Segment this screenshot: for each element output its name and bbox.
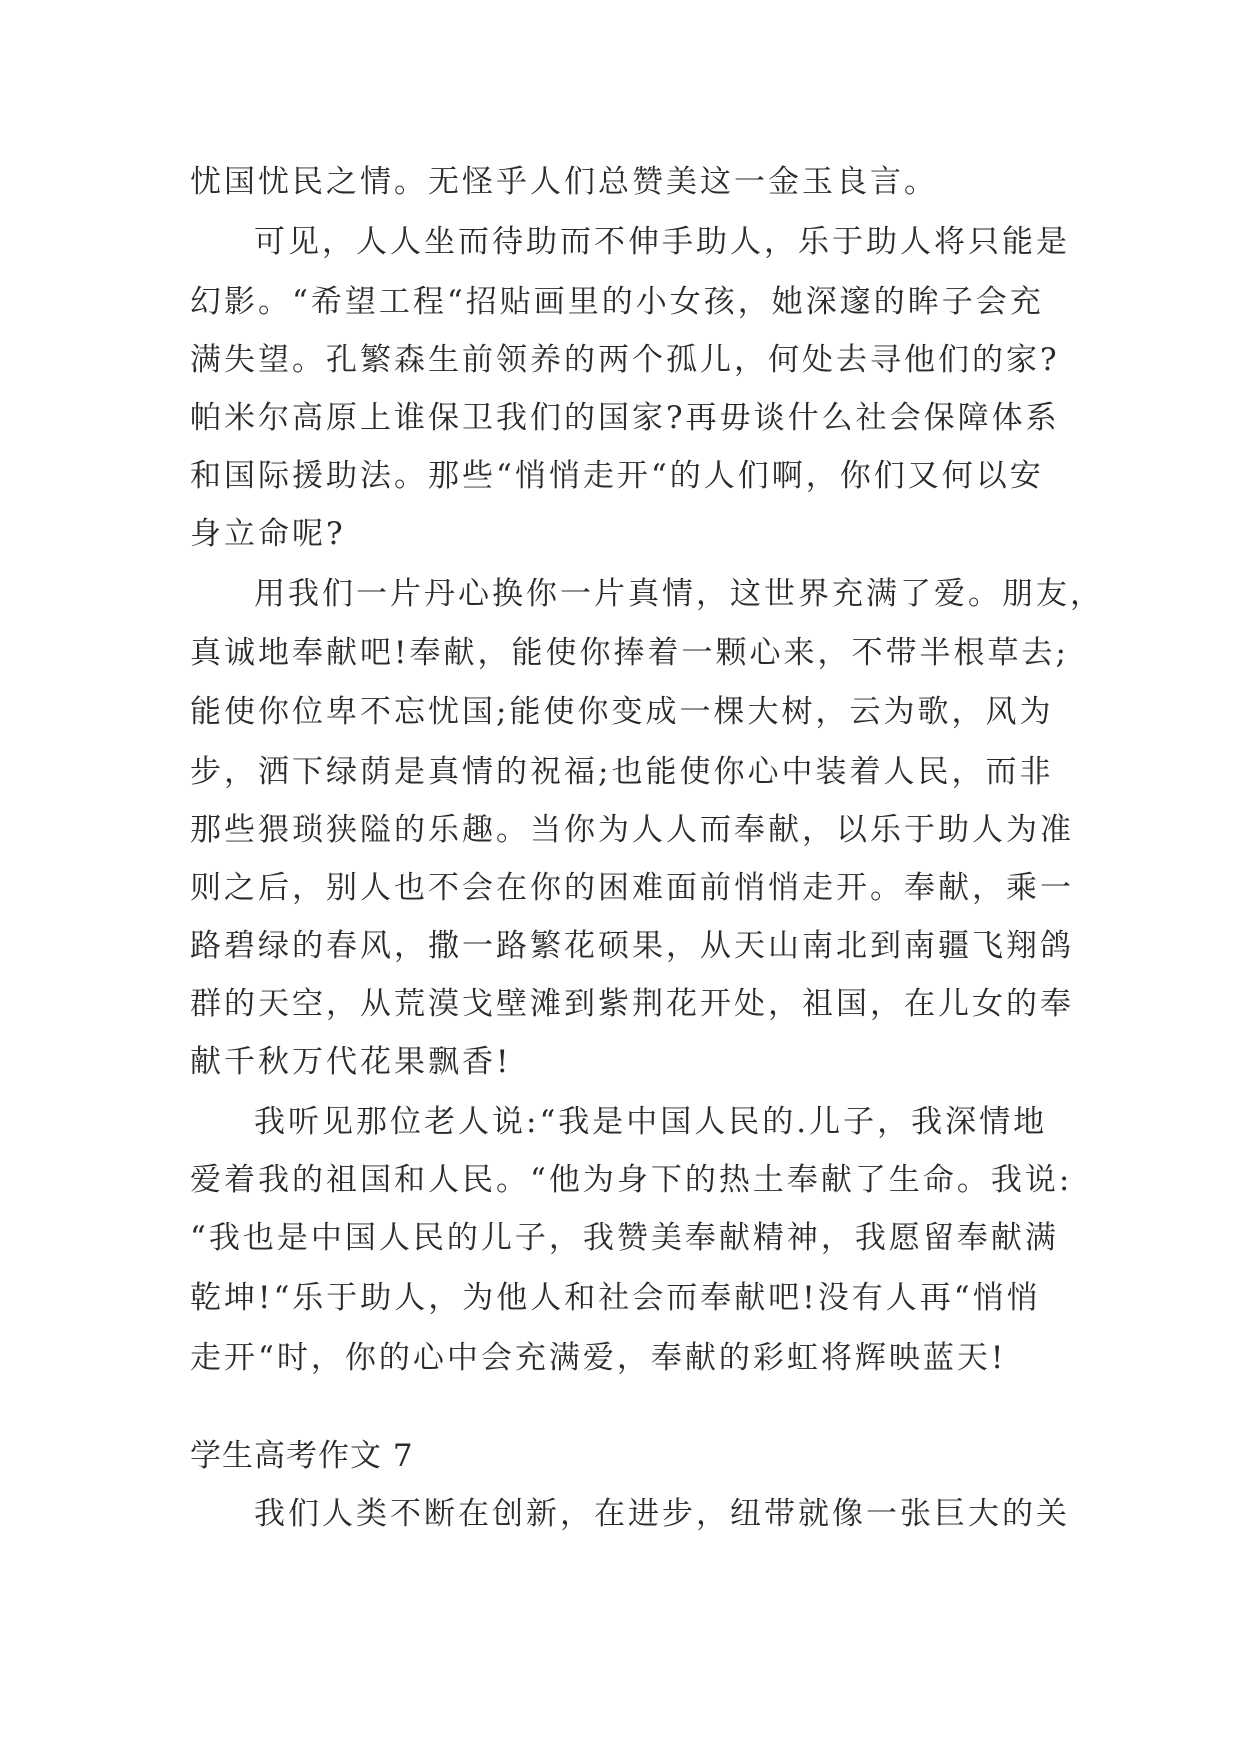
text-line: 步，洒下绿荫是真情的祝福;也能使你心中装着人民，而非 bbox=[190, 754, 1054, 790]
text-line: 走开“时，你的心中会充满爱，奉献的彩虹将辉映蓝天! bbox=[190, 1340, 1007, 1376]
text-line: 那些猥琐狭隘的乐趣。当你为人人而奉献，以乐于助人为准 bbox=[190, 812, 1074, 848]
text-line: 真诚地奉献吧!奉献，能使你捧着一颗心来，不带半根草去; bbox=[190, 635, 1069, 671]
text-line: 则之后，别人也不会在你的困难面前悄悄走开。奉献，乘一 bbox=[190, 870, 1074, 906]
text-line: 群的天空，从荒漠戈壁滩到紫荆花开处，祖国，在儿女的奉 bbox=[190, 986, 1074, 1022]
text-line: 忧国忧民之情。无怪乎人们总赞美这一金玉良言。 bbox=[190, 164, 938, 200]
text-line: 可见，人人坐而待助而不伸手助人，乐于助人将只能是 bbox=[254, 224, 1070, 260]
text-line: 用我们一片丹心换你一片真情，这世界充满了爱。朋友， bbox=[254, 576, 1104, 612]
text-line: 我听见那位老人说:“我是中国人民的.儿子，我深情地 bbox=[254, 1104, 1048, 1140]
text-line: “我也是中国人民的儿子，我赞美奉献精神，我愿留奉献满 bbox=[190, 1220, 1059, 1256]
text-line: 路碧绿的春风，撒一路繁花硕果，从天山南北到南疆飞翔鸽 bbox=[190, 928, 1074, 964]
text-line: 满失望。孔繁森生前领养的两个孤儿，何处去寻他们的家? bbox=[190, 342, 1060, 378]
text-line: 和国际援助法。那些“悄悄走开“的人们啊，你们又何以安 bbox=[190, 458, 1044, 494]
text-line: 我们人类不断在创新，在进步，纽带就像一张巨大的关 bbox=[254, 1496, 1070, 1532]
text-line: 能使你位卑不忘忧国;能使你变成一棵大树，云为歌，风为 bbox=[190, 694, 1054, 730]
text-line: 身立命呢? bbox=[190, 516, 346, 552]
text-line: 幻影。“希望工程“招贴画里的小女孩，她深邃的眸子会充 bbox=[190, 284, 1044, 320]
text-line: 献千秋万代花果飘香! bbox=[190, 1044, 512, 1080]
text-line: 帕米尔高原上谁保卫我们的国家?再毋谈什么社会保障体系 bbox=[190, 400, 1060, 436]
section-title: 学生高考作文 7 bbox=[190, 1438, 414, 1474]
text-line: 爱着我的祖国和人民。“他为身下的热土奉献了生命。我说: bbox=[190, 1162, 1073, 1198]
text-line: 乾坤!“乐于助人，为他人和社会而奉献吧!没有人再“悄悄 bbox=[190, 1280, 1041, 1316]
